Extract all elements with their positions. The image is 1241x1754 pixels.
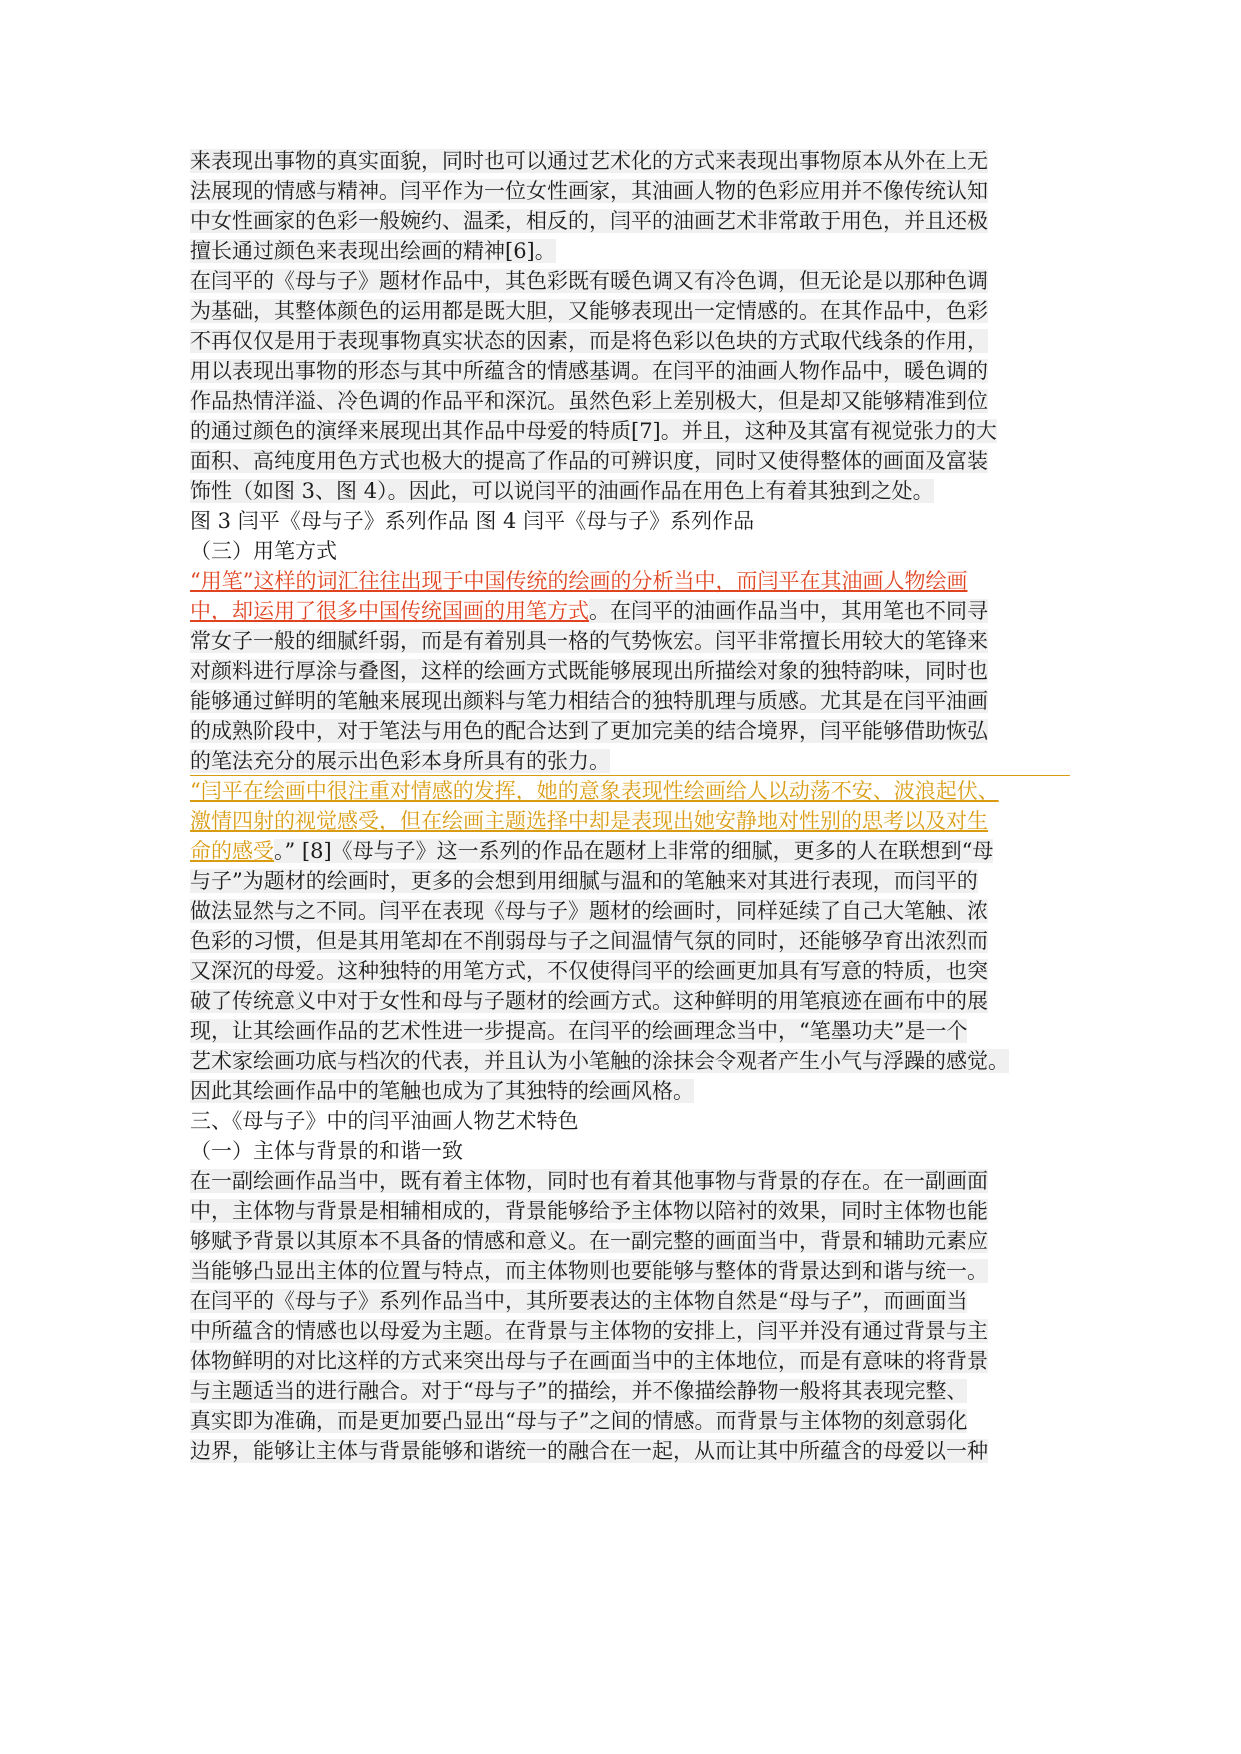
text-run: 的通过颜色的演绎来展现出其作品中母爱的特质[7]。并且，这种及其富有视觉张力的大 [190,419,997,443]
text-run: 中所蕴含的情感也以母爱为主题。在背景与主体物的安排上，闫平并没有通过背景与主 [190,1319,988,1343]
text-line [190,686,1058,716]
text-line [190,626,1058,656]
text-line [190,386,1058,416]
text-line [190,416,1058,446]
text-run: 擅长通过颜色来表现出绘画的精神[6]。 [190,239,556,263]
text-run: 与主题适当的进行融合。对于“母与子”的描绘，并不像描绘静物一般将其表现完整、 [190,1379,968,1403]
text-line [190,776,1058,806]
text-line [190,176,1058,206]
text-line [190,266,1058,296]
text-run: 与子”为题材的绘画时，更多的会想到用细腻与温和的笔触来对其进行表现，而闫平的 [190,869,978,893]
text-run: 作品热情洋溢、冷色调的作品平和深沉。虽然色彩上差别极大，但是却又能够精准到位 [190,389,988,413]
text-run: 体物鲜明的对比这样的方式来突出母与子在画面当中的主体地位，而是有意味的将背景 [190,1349,988,1373]
text-line [190,446,1058,476]
text-run: 不再仅仅是用于表现事物真实状态的因素，而是将色彩以色块的方式取代线条的作用， [190,329,988,353]
text-run: 面积、高纯度用色方式也极大的提高了作品的可辨识度，同时又使得整体的画面及富装 [190,449,988,473]
text-run: 在一副绘画作品当中，既有着主体物，同时也有着其他事物与背景的存在。在一副画面 [190,1169,988,1193]
text-line [190,956,1058,986]
text-line [190,1076,1058,1106]
text-line [190,236,1058,266]
text-line [190,566,1058,596]
text-line [190,296,1058,326]
text-line [190,146,1058,176]
text-line [190,1196,1058,1226]
document-page [190,146,1058,1466]
section-heading [190,1106,1058,1136]
text-run: 常女子一般的细腻纤弱，而是有着别具一格的气势恢宏。闫平非常擅长用较大的笔锋来 [190,629,988,653]
text-run: 在闫平的《母与子》题材作品中，其色彩既有暖色调又有冷色调，但无论是以那种色调 [190,269,988,293]
text-run: （一）主体与背景的和谐一致 [190,1139,463,1163]
text-run: 能够通过鲜明的笔触来展现出颜料与笔力相结合的独特肌理与质感。尤其是在闫平油画 [190,689,988,713]
text-line [190,1286,1058,1316]
text-line [190,1406,1058,1436]
text-run: 。” [8]《母与子》这一系列的作品在题材上非常的细腻，更多的人在联想到“母 [274,839,994,863]
text-run: 够赋予背景以其原本不具备的情感和意义。在一副完整的画面当中，背景和辅助元素应 [190,1229,988,1253]
text-run: 色彩的习惯，但是其用笔却在不削弱母与子之间温情气氛的同时，还能够孕育出浓烈而 [190,929,988,953]
text-run: 中，主体物与背景是相辅相成的，背景能够给予主体物以陪衬的效果，同时主体物也能 [190,1199,988,1223]
text-line [190,1346,1058,1376]
text-run: 艺术家绘画功底与档次的代表，并且认为小笔触的涂抹会令观者产生小气与浮躁的感觉。 [190,1049,1009,1073]
text-line [190,836,1058,866]
text-line [190,1376,1058,1406]
text-run: 在闫平的《母与子》系列作品当中，其所要表达的主体物自然是“母与子”，而画面当 [190,1289,968,1313]
text-line [190,1256,1058,1286]
text-run: 法展现的情感与精神。闫平作为一位女性画家，其油画人物的色彩应用并不像传统认知 [190,179,988,203]
text-line [190,896,1058,926]
text-line [190,326,1058,356]
text-line [190,356,1058,386]
text-line [190,596,1058,626]
text-run: 当能够凸显出主体的位置与特点，而主体物则也要能够与整体的背景达到和谐与统一。 [190,1259,988,1283]
highlighted-text-run: 命的感受 [190,839,274,863]
text-line [190,806,1058,836]
text-run: 边界，能够让主体与背景能够和谐统一的融合在一起，从而让其中所蕴含的母爱以一种 [190,1439,988,1463]
text-run: 饰性（如图 3、图 4）。因此，可以说闫平的油画作品在用色上有着其独到之处。 [190,479,934,503]
highlighted-text-run: “闫平在绘画中很注重对情感的发挥，她的意象表现性绘画给人以动荡不安、波浪起伏、 [190,779,999,803]
highlighted-text-run: 中，却运用了很多中国传统国画的用笔方式 [190,599,589,623]
text-run: 破了传统意义中对于女性和母与子题材的绘画方式。这种鲜明的用笔痕迹在画布中的展 [190,989,988,1013]
text-run: 做法显然与之不同。闫平在表现《母与子》题材的绘画时，同样延续了自己大笔触、浓 [190,899,988,923]
text-run: （三）用笔方式 [190,539,337,563]
text-line [190,866,1058,896]
text-line [190,1046,1058,1076]
text-line [190,1016,1058,1046]
text-line [190,1166,1058,1196]
section-heading [190,1136,1058,1166]
text-run: 对颜料进行厚涂与叠图，这样的绘画方式既能够展现出所描绘对象的独特韵味，同时也 [190,659,988,683]
text-run: 三、《母与子》中的闫平油画人物艺术特色 [190,1109,579,1133]
text-run: 又深沉的母爱。这种独特的用笔方式，不仅使得闫平的绘画更加具有写意的特质，也突 [190,959,988,983]
text-run: 的笔法充分的展示出色彩本身所具有的张力。 [190,749,610,773]
annotation-rule [190,775,1070,776]
text-line [190,746,1058,776]
text-run: 真实即为准确，而是更加要凸显出“母与子”之间的情感。而背景与主体物的刻意弱化 [190,1409,968,1433]
figure-caption [190,506,1058,536]
text-run: 用以表现出事物的形态与其中所蕴含的情感基调。在闫平的油画人物作品中，暖色调的 [190,359,988,383]
text-run: 的成熟阶段中，对于笔法与用色的配合达到了更加完美的结合境界，闫平能够借助恢弘 [190,719,988,743]
text-run: 为基础，其整体颜色的运用都是既大胆，又能够表现出一定情感的。在其作品中，色彩 [190,299,988,323]
text-line [190,1226,1058,1256]
text-line [190,926,1058,956]
text-run: 现，让其绘画作品的艺术性进一步提高。在闫平的绘画理念当中，“笔墨功夫”是一个 [190,1019,968,1043]
text-line [190,1436,1058,1466]
highlighted-text-run: “用笔”这样的词汇往往出现于中国传统的绘画的分析当中，而闫平在其油画人物绘画 [190,569,968,593]
text-run: 因此其绘画作品中的笔触也成为了其独特的绘画风格。 [190,1079,694,1103]
text-line [190,986,1058,1016]
text-line [190,716,1058,746]
highlighted-text-run: 激情四射的视觉感受，但在绘画主题选择中却是表现出她安静地对性别的思考以及对生 [190,809,988,833]
text-run: 来表现出事物的真实面貌，同时也可以通过艺术化的方式来表现出事物原本从外在上无 [190,149,988,173]
text-line [190,1316,1058,1346]
text-line [190,476,1058,506]
text-run: 图 3 闫平《母与子》系列作品 图 4 闫平《母与子》系列作品 [190,509,755,533]
text-line [190,206,1058,236]
section-heading [190,536,1058,566]
text-line [190,656,1058,686]
text-run: 。在闫平的油画作品当中，其用笔也不同寻 [589,599,988,623]
text-run: 中女性画家的色彩一般婉约、温柔，相反的，闫平的油画艺术非常敢于用色，并且还极 [190,209,988,233]
